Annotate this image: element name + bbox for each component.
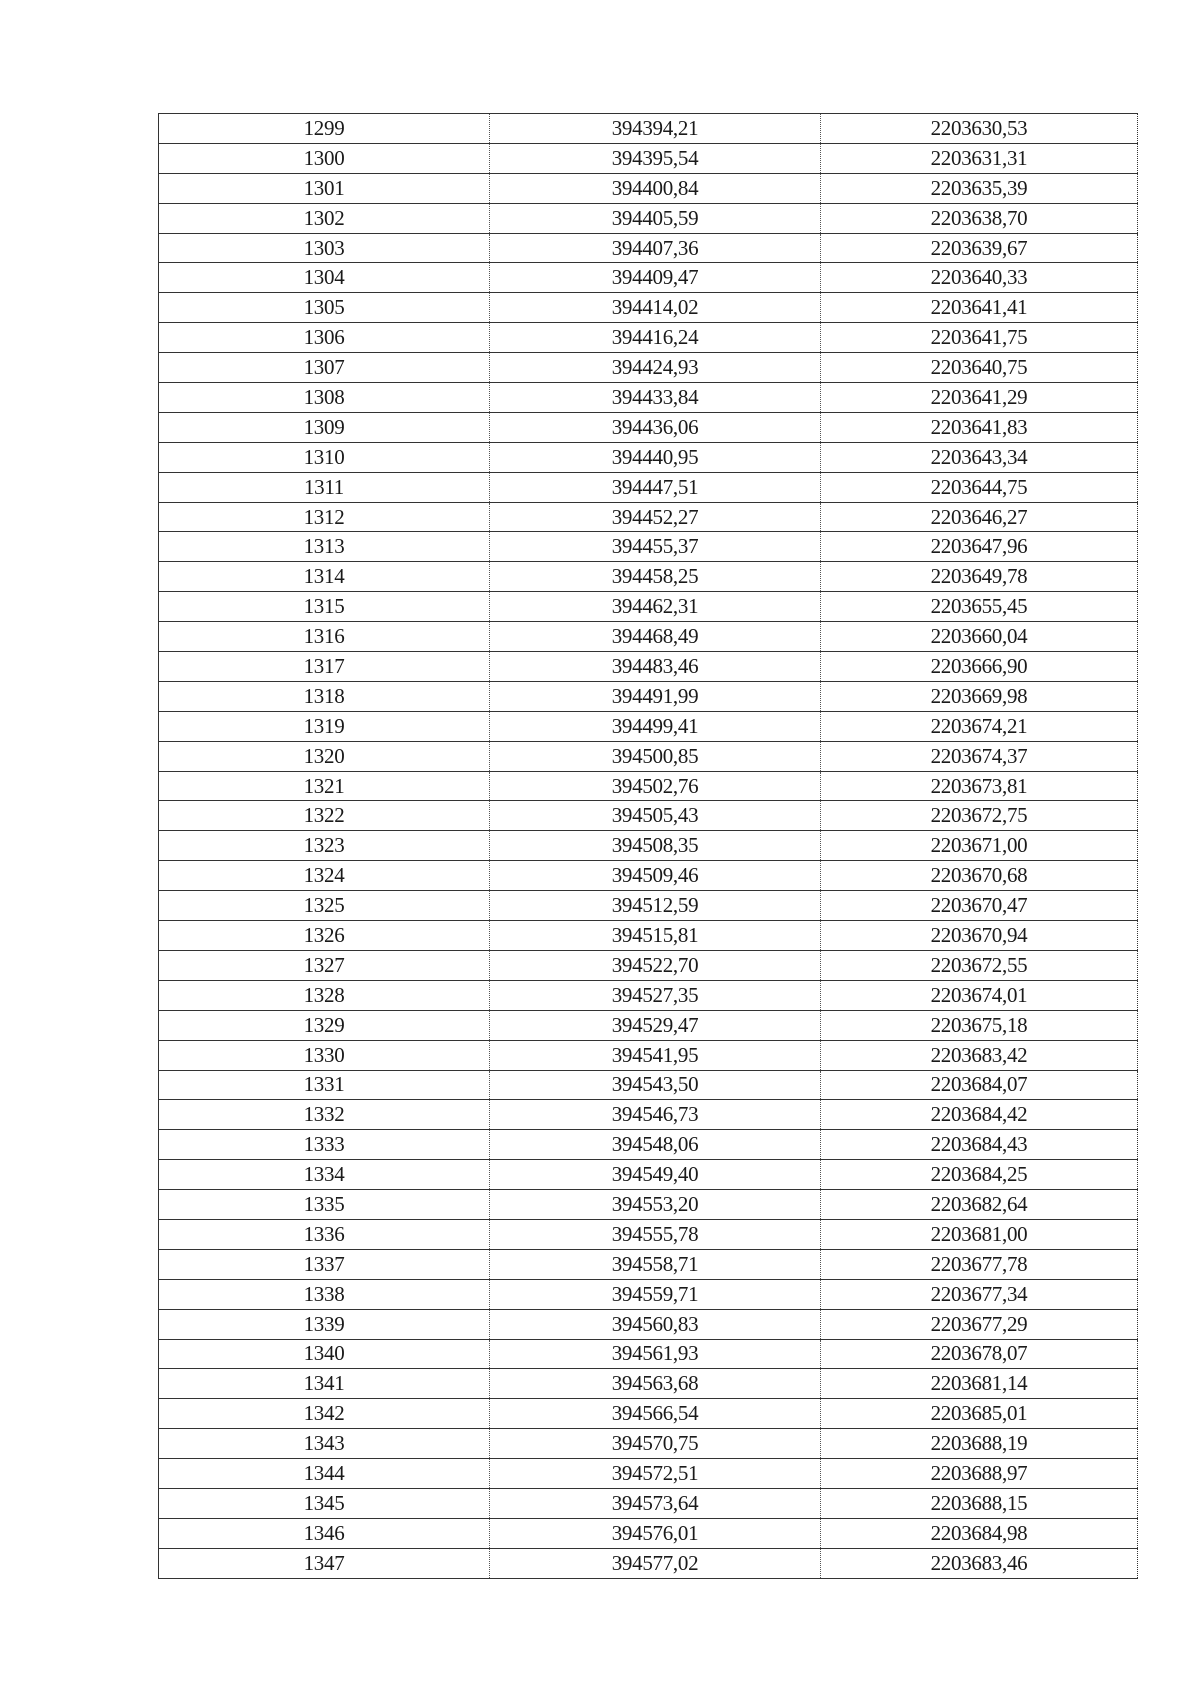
point-number-cell: 1327 [159, 950, 490, 980]
point-number-cell: 1315 [159, 592, 490, 622]
y-coordinate-cell: 2203685,01 [821, 1399, 1138, 1429]
x-coordinate-cell: 394447,51 [490, 472, 821, 502]
x-coordinate-cell: 394462,31 [490, 592, 821, 622]
x-coordinate-cell: 394560,83 [490, 1309, 821, 1339]
y-coordinate-cell: 2203638,70 [821, 203, 1138, 233]
y-coordinate-cell: 2203635,39 [821, 173, 1138, 203]
point-number-cell: 1329 [159, 1010, 490, 1040]
y-coordinate-cell: 2203677,78 [821, 1249, 1138, 1279]
point-number-cell: 1345 [159, 1488, 490, 1518]
table-row [159, 1100, 1138, 1130]
table-row [159, 1459, 1138, 1489]
y-coordinate-cell: 2203684,98 [821, 1518, 1138, 1548]
point-number-cell: 1322 [159, 801, 490, 831]
x-coordinate-cell: 394458,25 [490, 562, 821, 592]
point-number-cell: 1330 [159, 1040, 490, 1070]
x-coordinate-cell: 394573,64 [490, 1488, 821, 1518]
point-number-cell: 1314 [159, 562, 490, 592]
table-row [159, 1488, 1138, 1518]
table-row [159, 353, 1138, 383]
x-coordinate-cell: 394570,75 [490, 1429, 821, 1459]
y-coordinate-cell: 2203675,18 [821, 1010, 1138, 1040]
y-coordinate-cell: 2203671,00 [821, 831, 1138, 861]
y-coordinate-cell: 2203640,75 [821, 353, 1138, 383]
point-number-cell: 1323 [159, 831, 490, 861]
y-coordinate-cell: 2203672,55 [821, 950, 1138, 980]
y-coordinate-cell: 2203641,41 [821, 293, 1138, 323]
x-coordinate-cell: 394541,95 [490, 1040, 821, 1070]
x-coordinate-cell: 394546,73 [490, 1100, 821, 1130]
x-coordinate-cell: 394512,59 [490, 891, 821, 921]
y-coordinate-cell: 2203631,31 [821, 143, 1138, 173]
table-row [159, 741, 1138, 771]
point-number-cell: 1346 [159, 1518, 490, 1548]
point-number-cell: 1321 [159, 771, 490, 801]
x-coordinate-cell: 394395,54 [490, 143, 821, 173]
y-coordinate-cell: 2203677,34 [821, 1279, 1138, 1309]
x-coordinate-cell: 394409,47 [490, 263, 821, 293]
y-coordinate-cell: 2203688,15 [821, 1488, 1138, 1518]
x-coordinate-cell: 394577,02 [490, 1548, 821, 1578]
x-coordinate-cell: 394433,84 [490, 383, 821, 413]
x-coordinate-cell: 394424,93 [490, 353, 821, 383]
point-number-cell: 1299 [159, 114, 490, 144]
y-coordinate-cell: 2203688,19 [821, 1429, 1138, 1459]
x-coordinate-cell: 394529,47 [490, 1010, 821, 1040]
point-number-cell: 1300 [159, 143, 490, 173]
x-coordinate-cell: 394563,68 [490, 1369, 821, 1399]
x-coordinate-cell: 394455,37 [490, 532, 821, 562]
table-row [159, 980, 1138, 1010]
y-coordinate-cell: 2203684,25 [821, 1160, 1138, 1190]
y-coordinate-cell: 2203681,00 [821, 1219, 1138, 1249]
x-coordinate-cell: 394515,81 [490, 921, 821, 951]
table-row [159, 1429, 1138, 1459]
point-number-cell: 1317 [159, 652, 490, 682]
y-coordinate-cell: 2203644,75 [821, 472, 1138, 502]
y-coordinate-cell: 2203639,67 [821, 233, 1138, 263]
table-row [159, 323, 1138, 353]
table-row [159, 1369, 1138, 1399]
y-coordinate-cell: 2203674,21 [821, 711, 1138, 741]
table-row [159, 711, 1138, 741]
y-coordinate-cell: 2203647,96 [821, 532, 1138, 562]
table-row [159, 233, 1138, 263]
point-number-cell: 1347 [159, 1548, 490, 1578]
point-number-cell: 1342 [159, 1399, 490, 1429]
table-row [159, 681, 1138, 711]
x-coordinate-cell: 394502,76 [490, 771, 821, 801]
table-row [159, 1160, 1138, 1190]
y-coordinate-cell: 2203641,29 [821, 383, 1138, 413]
x-coordinate-cell: 394505,43 [490, 801, 821, 831]
x-coordinate-cell: 394576,01 [490, 1518, 821, 1548]
point-number-cell: 1332 [159, 1100, 490, 1130]
y-coordinate-cell: 2203682,64 [821, 1190, 1138, 1220]
point-number-cell: 1312 [159, 502, 490, 532]
table-row [159, 652, 1138, 682]
y-coordinate-cell: 2203684,42 [821, 1100, 1138, 1130]
point-number-cell: 1338 [159, 1279, 490, 1309]
x-coordinate-cell: 394452,27 [490, 502, 821, 532]
y-coordinate-cell: 2203655,45 [821, 592, 1138, 622]
point-number-cell: 1307 [159, 353, 490, 383]
x-coordinate-cell: 394405,59 [490, 203, 821, 233]
x-coordinate-cell: 394414,02 [490, 293, 821, 323]
y-coordinate-cell: 2203670,94 [821, 921, 1138, 951]
point-number-cell: 1337 [159, 1249, 490, 1279]
x-coordinate-cell: 394553,20 [490, 1190, 821, 1220]
y-coordinate-cell: 2203683,42 [821, 1040, 1138, 1070]
table-row [159, 562, 1138, 592]
table-row [159, 383, 1138, 413]
table-row [159, 203, 1138, 233]
y-coordinate-cell: 2203641,83 [821, 412, 1138, 442]
point-number-cell: 1313 [159, 532, 490, 562]
y-coordinate-cell: 2203684,07 [821, 1070, 1138, 1100]
x-coordinate-cell: 394566,54 [490, 1399, 821, 1429]
table-row [159, 1548, 1138, 1578]
table-row [159, 622, 1138, 652]
point-number-cell: 1324 [159, 861, 490, 891]
y-coordinate-cell: 2203641,75 [821, 323, 1138, 353]
table-row [159, 891, 1138, 921]
x-coordinate-cell: 394491,99 [490, 681, 821, 711]
point-number-cell: 1339 [159, 1309, 490, 1339]
table-row [159, 1130, 1138, 1160]
point-number-cell: 1328 [159, 980, 490, 1010]
table-row [159, 173, 1138, 203]
table-row [159, 114, 1138, 144]
x-coordinate-cell: 394543,50 [490, 1070, 821, 1100]
y-coordinate-cell: 2203674,01 [821, 980, 1138, 1010]
point-number-cell: 1302 [159, 203, 490, 233]
x-coordinate-cell: 394416,24 [490, 323, 821, 353]
point-number-cell: 1341 [159, 1369, 490, 1399]
y-coordinate-cell: 2203666,90 [821, 652, 1138, 682]
table-row [159, 263, 1138, 293]
x-coordinate-cell: 394400,84 [490, 173, 821, 203]
table-row [159, 1309, 1138, 1339]
y-coordinate-cell: 2203672,75 [821, 801, 1138, 831]
table-row [159, 801, 1138, 831]
table-row [159, 143, 1138, 173]
y-coordinate-cell: 2203674,37 [821, 741, 1138, 771]
table-row [159, 1518, 1138, 1548]
y-coordinate-cell: 2203684,43 [821, 1130, 1138, 1160]
x-coordinate-cell: 394468,49 [490, 622, 821, 652]
point-number-cell: 1326 [159, 921, 490, 951]
table-row [159, 1339, 1138, 1369]
x-coordinate-cell: 394394,21 [490, 114, 821, 144]
table-row [159, 293, 1138, 323]
point-number-cell: 1320 [159, 741, 490, 771]
x-coordinate-cell: 394548,06 [490, 1130, 821, 1160]
x-coordinate-cell: 394483,46 [490, 652, 821, 682]
x-coordinate-cell: 394555,78 [490, 1219, 821, 1249]
x-coordinate-cell: 394561,93 [490, 1339, 821, 1369]
y-coordinate-cell: 2203670,47 [821, 891, 1138, 921]
table-row [159, 1249, 1138, 1279]
table-row [159, 950, 1138, 980]
x-coordinate-cell: 394440,95 [490, 442, 821, 472]
table-row [159, 472, 1138, 502]
point-number-cell: 1344 [159, 1459, 490, 1489]
y-coordinate-cell: 2203660,04 [821, 622, 1138, 652]
table-row [159, 412, 1138, 442]
y-coordinate-cell: 2203670,68 [821, 861, 1138, 891]
table-row [159, 502, 1138, 532]
coordinates-table [158, 113, 1138, 1579]
point-number-cell: 1303 [159, 233, 490, 263]
table-row [159, 1070, 1138, 1100]
table-row [159, 442, 1138, 472]
point-number-cell: 1318 [159, 681, 490, 711]
point-number-cell: 1310 [159, 442, 490, 472]
point-number-cell: 1304 [159, 263, 490, 293]
point-number-cell: 1325 [159, 891, 490, 921]
point-number-cell: 1335 [159, 1190, 490, 1220]
table-row [159, 532, 1138, 562]
point-number-cell: 1301 [159, 173, 490, 203]
x-coordinate-cell: 394572,51 [490, 1459, 821, 1489]
x-coordinate-cell: 394559,71 [490, 1279, 821, 1309]
y-coordinate-cell: 2203649,78 [821, 562, 1138, 592]
point-number-cell: 1343 [159, 1429, 490, 1459]
x-coordinate-cell: 394509,46 [490, 861, 821, 891]
table-row [159, 592, 1138, 622]
table-row [159, 831, 1138, 861]
y-coordinate-cell: 2203669,98 [821, 681, 1138, 711]
y-coordinate-cell: 2203646,27 [821, 502, 1138, 532]
point-number-cell: 1316 [159, 622, 490, 652]
point-number-cell: 1305 [159, 293, 490, 323]
x-coordinate-cell: 394436,06 [490, 412, 821, 442]
x-coordinate-cell: 394508,35 [490, 831, 821, 861]
y-coordinate-cell: 2203630,53 [821, 114, 1138, 144]
x-coordinate-cell: 394499,41 [490, 711, 821, 741]
point-number-cell: 1334 [159, 1160, 490, 1190]
point-number-cell: 1319 [159, 711, 490, 741]
point-number-cell: 1336 [159, 1219, 490, 1249]
x-coordinate-cell: 394522,70 [490, 950, 821, 980]
y-coordinate-cell: 2203688,97 [821, 1459, 1138, 1489]
y-coordinate-cell: 2203678,07 [821, 1339, 1138, 1369]
table-row [159, 1399, 1138, 1429]
table-row [159, 1040, 1138, 1070]
point-number-cell: 1306 [159, 323, 490, 353]
y-coordinate-cell: 2203643,34 [821, 442, 1138, 472]
x-coordinate-cell: 394549,40 [490, 1160, 821, 1190]
table-row [159, 861, 1138, 891]
point-number-cell: 1308 [159, 383, 490, 413]
y-coordinate-cell: 2203640,33 [821, 263, 1138, 293]
y-coordinate-cell: 2203673,81 [821, 771, 1138, 801]
point-number-cell: 1333 [159, 1130, 490, 1160]
table-row [159, 1279, 1138, 1309]
x-coordinate-cell: 394500,85 [490, 741, 821, 771]
point-number-cell: 1311 [159, 472, 490, 502]
x-coordinate-cell: 394407,36 [490, 233, 821, 263]
y-coordinate-cell: 2203677,29 [821, 1309, 1138, 1339]
point-number-cell: 1309 [159, 412, 490, 442]
x-coordinate-cell: 394527,35 [490, 980, 821, 1010]
point-number-cell: 1331 [159, 1070, 490, 1100]
table-row [159, 1190, 1138, 1220]
table-row [159, 1010, 1138, 1040]
y-coordinate-cell: 2203683,46 [821, 1548, 1138, 1578]
table-row [159, 1219, 1138, 1249]
point-number-cell: 1340 [159, 1339, 490, 1369]
table-row [159, 921, 1138, 951]
y-coordinate-cell: 2203681,14 [821, 1369, 1138, 1399]
coordinates-table-body [159, 114, 1138, 1579]
table-row [159, 771, 1138, 801]
x-coordinate-cell: 394558,71 [490, 1249, 821, 1279]
